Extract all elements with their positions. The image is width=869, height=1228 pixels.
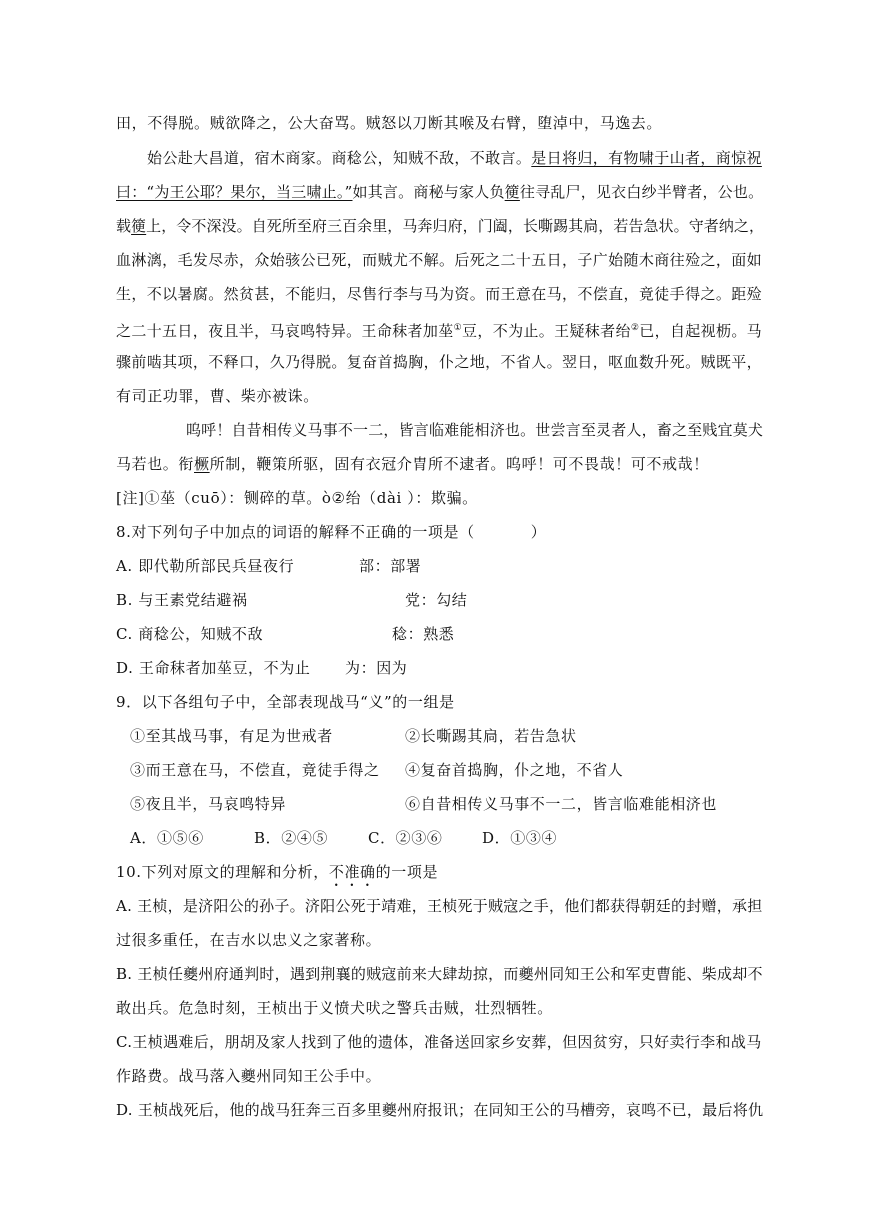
- question-8-option-d: D. 王命秣者加莝豆，不为止: [116, 659, 311, 677]
- passage-line: 有司正功罪，曹、柴亦被诛。: [116, 387, 319, 405]
- emphasis-dots-text: 不准确: [328, 863, 376, 881]
- footnote-marker: ①: [453, 323, 463, 333]
- question-8-option-a: A. 即代勒所部民兵昼夜行: [116, 557, 295, 575]
- passage-line: 曰：“为王公耶？果尔，当三啸止。”如其言。商秘与家人负箯往寻乱尸，见衣白纱半臂者，公也。: [116, 183, 764, 201]
- question-8-stem: 8.对下列句子中加点的词语的解释不正确的一项是（ ）: [116, 523, 547, 541]
- question-8-option-c: C. 商稔公，知贼不敌: [116, 625, 264, 643]
- passage-line: 呜呼！自昔相传义马事不一二，皆言临难能相济也。世尝言至灵者人，畜之至贱宜莫犬: [186, 421, 764, 439]
- question-8-gloss-b: 党：勾结: [405, 591, 468, 609]
- question-10-option-c-cont: 作路费。战马落入夔州同知王公手中。: [116, 1067, 382, 1085]
- question-8-gloss-d: 为：因为: [345, 659, 408, 677]
- passage-line: 始公赴大昌道，宿木商家。商稔公，知贼不敌，不敢言。是日将归，有物啸于山者，商惊祝: [147, 149, 762, 167]
- question-9-item: ③而王意在马，不偿直，竟徒手得之: [130, 761, 380, 779]
- question-10-option-d: D. 王桢战死后，他的战马狂奔三百多里夔州府报讯；在同知王公的马槽旁，哀鸣不已，最后将仇: [116, 1101, 764, 1119]
- question-10-option-a-cont: 过很多重任，在吉水以忠义之家著称。: [116, 931, 382, 949]
- question-9-choice-c: C．②③⑥: [368, 829, 443, 847]
- passage-line: 生，不以暑腐。然贫甚，不能归，尽售行李与马为资。而王意在马，不偿直，竟徒手得之。距殓: [116, 285, 762, 303]
- question-9-choice-b: B．②④⑤: [254, 829, 329, 847]
- underlined-text: 是日将归，有物啸于山者，商惊祝: [531, 149, 762, 167]
- question-9-item: ⑤夜且半，马哀鸣特异: [130, 795, 287, 813]
- passage-line: 马若也。衔橛所制，鞭策所驱，固有衣冠介胄所不逮者。呜呼！可不畏哉！可不戒哉！: [116, 455, 709, 473]
- question-10-option-a: A. 王桢，是济阳公的孙子。济阳公死于靖难，王桢死于贼寇之手，他们都获得朝廷的封赠，承担: [116, 897, 763, 915]
- footnote-marker: ②: [630, 323, 640, 333]
- passage-line: 田，不得脱。贼欲降之，公大奋骂。贼怒以刀断其喉及右臂，堕淖中，马逸去。: [116, 114, 663, 132]
- passage-line: 血淋漓，毛发尽赤，众始骇公已死，而贼尤不解。后死之二十五日，子广始随木商往殓之，面如: [116, 251, 762, 269]
- question-10-option-b-cont: 敢出兵。危急时刻，王桢出于义愤犬吠之警兵击贼，壮烈牺牲。: [116, 999, 553, 1017]
- question-10-option-c: C.王桢遇难后，朋胡及家人找到了他的遗体，准备送回家乡安葬，但因贫穷，只好卖行李和战马: [116, 1033, 762, 1051]
- question-9-item: ⑥自昔相传义马事不一二，皆言临难能相济也: [405, 795, 718, 813]
- question-8-option-b: B. 与王素党结避祸: [116, 591, 248, 609]
- question-9-choice-d: D．①③④: [482, 829, 558, 847]
- passage-line: 载箯上，令不深没。自死所至府三百余里，马奔归府，门阖，长嘶踢其扃，若告急状。守者纳之，: [116, 217, 765, 235]
- question-9-item: ①至其战马事，有足为世戒者: [130, 727, 333, 745]
- question-9-item: ④复奋首捣胸，仆之地，不省人: [405, 761, 624, 779]
- question-8-gloss-c: 稔：熟悉: [392, 625, 455, 643]
- question-9-choice-a: A．①⑤⑥: [130, 829, 204, 847]
- question-10-stem: 10.下列对原文的理解和分析，不准确的一项是: [116, 863, 439, 881]
- footnote: [注]①莝（cuō）：铡碎的草。ò②绐（dài ）：欺骗。: [116, 489, 478, 507]
- question-9-stem: 9．以下各组句子中，全部表现战马“义”的一组是: [116, 693, 455, 711]
- question-8-gloss-a: 部：部署: [359, 557, 422, 575]
- passage-line: 之二十五日，夜且半，马哀鸣特异。王命秣者加莝①豆，不为止。王疑秣者绐②已，自起视枥。马: [116, 322, 763, 340]
- underlined-text: 曰：“为王公耶？果尔，当三啸止。”: [116, 183, 353, 201]
- question-9-item: ②长嘶踢其扃，若告急状: [405, 727, 577, 745]
- passage-line: 骤前啮其项，不释口，久乃得脱。复奋首捣胸，仆之地，不省人。翌日，呕血数升死。贼既平，: [116, 353, 762, 371]
- question-10-option-b: B. 王桢任夔州府通判时，遇到荆襄的贼寇前来大肆劫掠，而夔州同知王公和军吏曹能、柴成却不: [116, 965, 763, 983]
